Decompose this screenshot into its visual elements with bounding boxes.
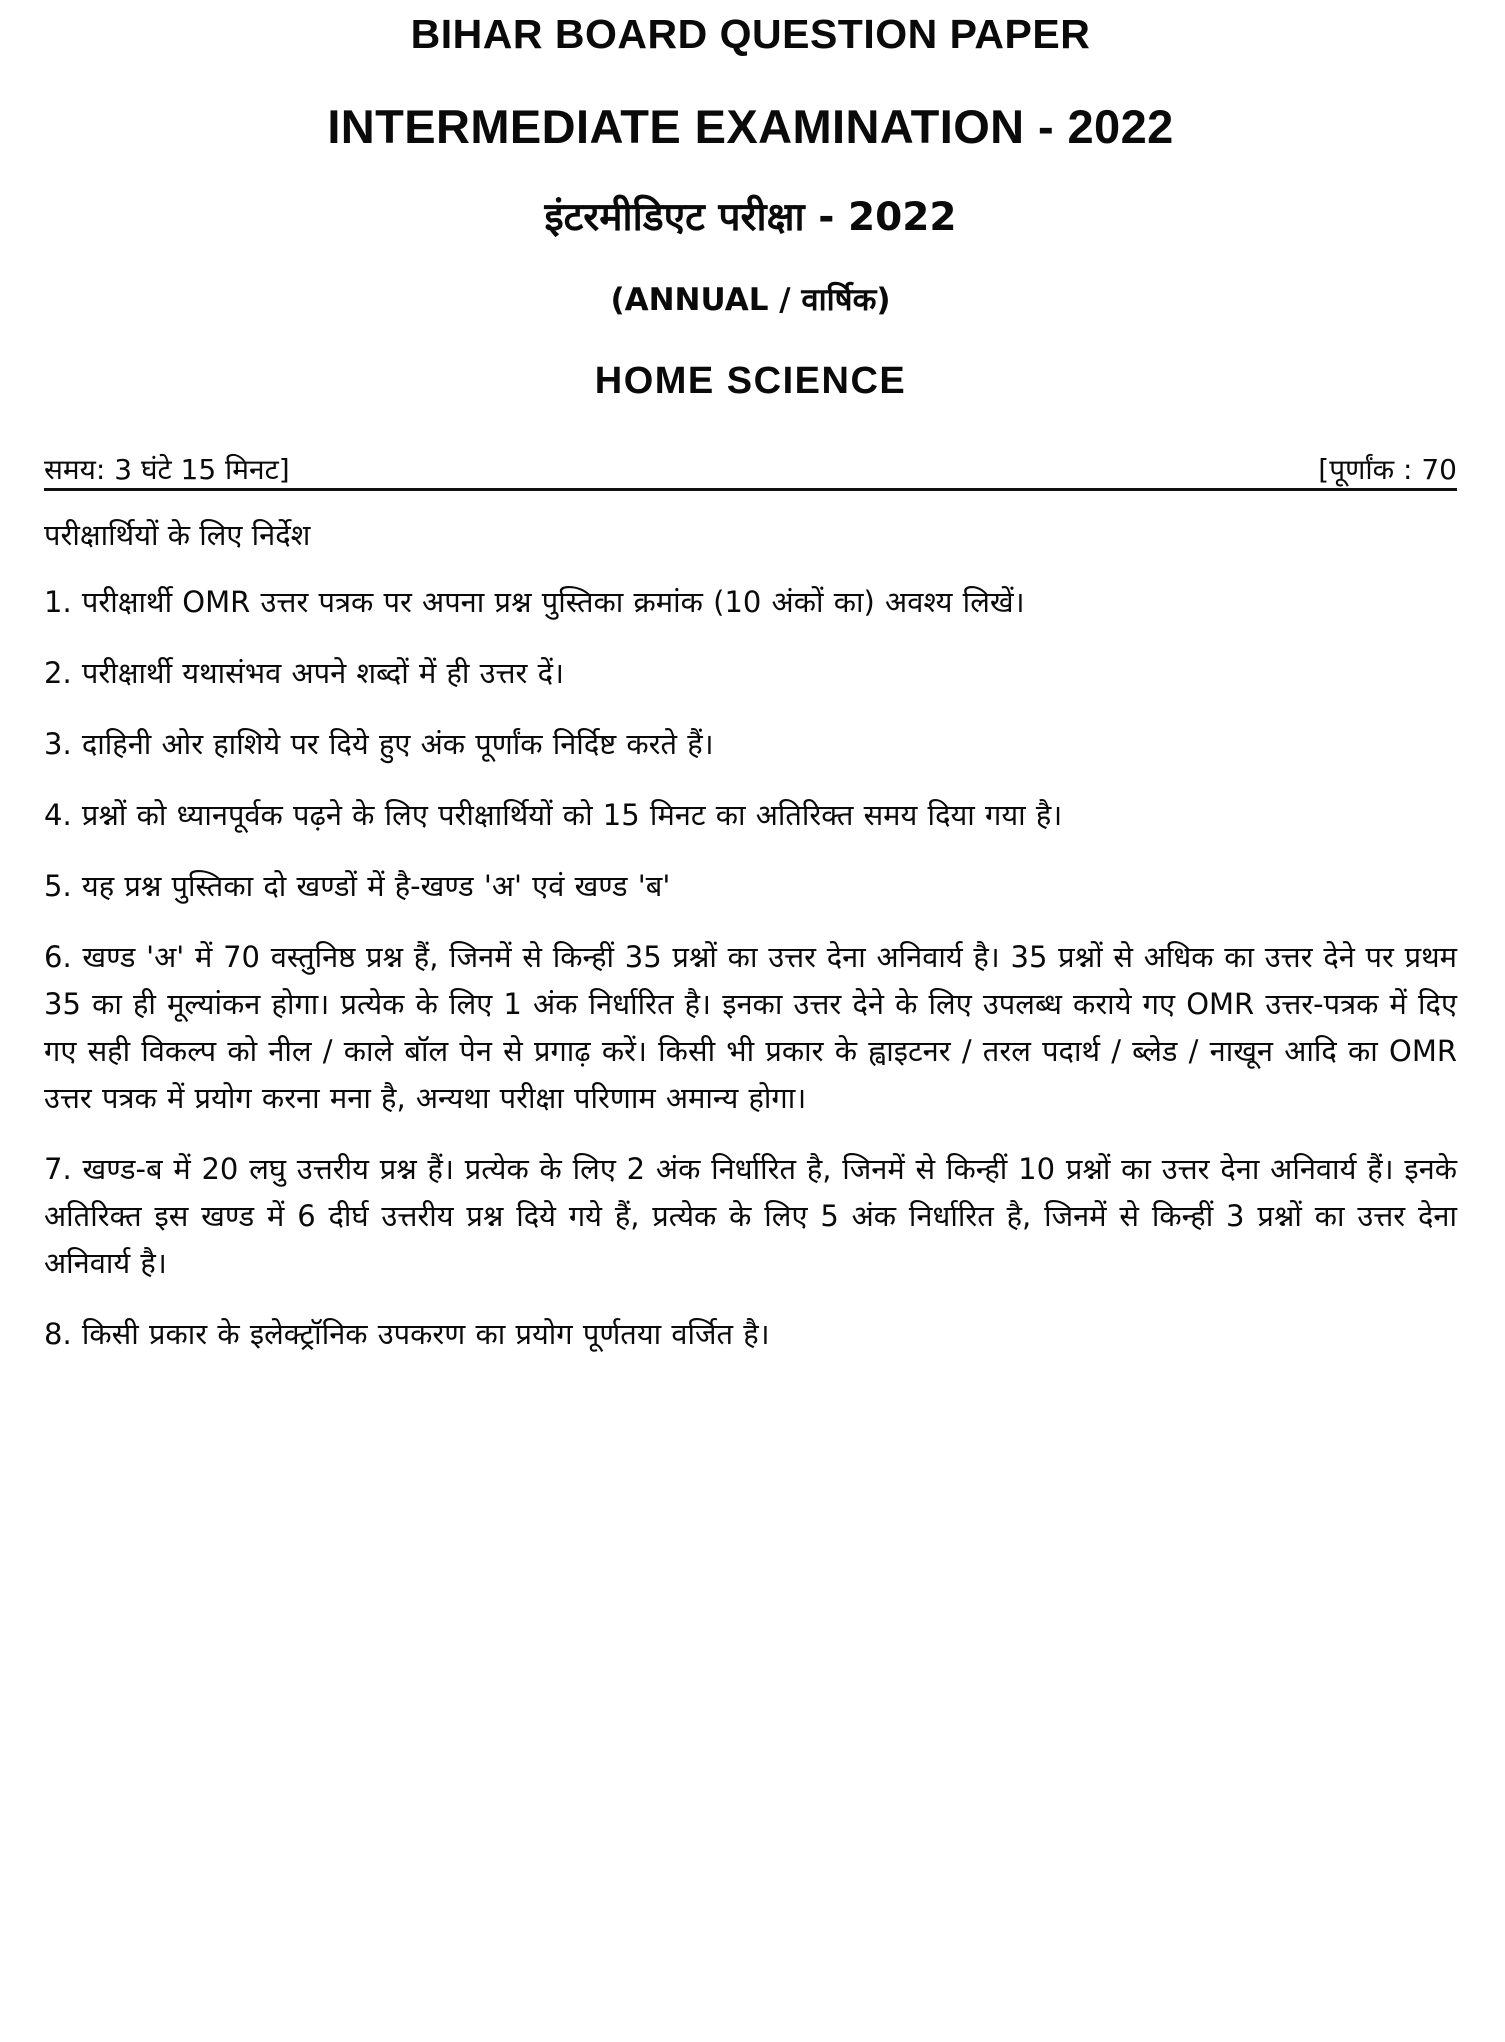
exam-title-hindi: इंटरमीडिएट परीक्षा - 2022	[544, 195, 957, 240]
subject-title: HOME SCIENCE	[594, 360, 907, 403]
exam-duration: समय: 3 घंटे 15 मिनट]	[44, 453, 290, 487]
instructions-list	[44, 579, 1457, 1358]
exam-meta-row	[44, 452, 1457, 491]
instruction-item: 5. यह प्रश्न पुस्तिका दो खण्डों में है-खण्ड 'अ' एवं खण्ड 'ब'	[44, 869, 671, 904]
exam-mode-label: (ANNUAL / वार्षिक)	[610, 281, 891, 318]
exam-title-english: INTERMEDIATE EXAMINATION - 2022	[327, 100, 1174, 153]
page-title-board: BIHAR BOARD QUESTION PAPER	[410, 11, 1091, 57]
instruction-item: 7. खण्ड-ब में 20 लघु उत्तरीय प्रश्न हैं। प्रत्येक के लिए 2 अंक निर्धारित है, जिनमें से किन्हीं 10 प्रश्नों का उत्तर देना अनिवार्य हैं। इनके अतिरिक्त इस खण्ड में 6 दीर्घ उत्तरीय प्रश्न दिये गये हैं, प्रत्येक के लिए 5 अंक निर्धारित है, जिनमें से किन्हीं 3 प्रश्नों का उत्तर देना अनिवार्य है।	[44, 1151, 1457, 1280]
instruction-item: 1. परीक्षार्थी OMR उत्तर पत्रक पर अपना प्रश्न पुस्तिका क्रमांक (10 अंकों का) अवश्य लिखें।	[44, 585, 1025, 620]
title-block	[44, 8, 1457, 403]
instructions-heading: परीक्षार्थियों के लिए निर्देश	[44, 518, 311, 553]
instruction-item: 2. परीक्षार्थी यथासंभव अपने शब्दों में ही उत्तर दें।	[44, 656, 565, 691]
question-paper-page	[0, 8, 1505, 2042]
instruction-item: 3. दाहिनी ओर हाशिये पर दिये हुए अंक पूर्णांक निर्दिष्ट करते हैं।	[44, 727, 714, 762]
instruction-item: 4. प्रश्नों को ध्यानपूर्वक पढ़ने के लिए परीक्षार्थियों को 15 मिनट का अतिरिक्त समय दिया गया है।	[44, 798, 1063, 833]
instruction-item: 6. खण्ड 'अ' में 70 वस्तुनिष्ठ प्रश्न हैं, जिनमें से किन्हीं 35 प्रश्नों का उत्तर देना अनिवार्य है। 35 प्रश्नों से अधिक का उत्तर देने पर प्रथम 35 का ही मूल्यांकन होगा। प्रत्येक के लिए 1 अंक निर्धारित है। इनका उत्तर देने के लिए उपलब्ध कराये गए OMR उत्तर-पत्रक में दिए गए सही विकल्प को नील / काले बॉल पेन से प्रगाढ़ करें। किसी भी प्रकार के ह्वाइटनर / तरल पदार्थ / ब्लेड / नाखून आदि का OMR उत्तर पत्रक में प्रयोग करना मना है, अन्यथा परीक्षा परिणाम अमान्य होगा।	[44, 940, 1457, 1115]
instruction-item: 8. किसी प्रकार के इलेक्ट्रॉनिक उपकरण का प्रयोग पूर्णतया वर्जित है।	[44, 1316, 770, 1351]
exam-full-marks: [पूर्णांक : 70	[1318, 453, 1457, 487]
